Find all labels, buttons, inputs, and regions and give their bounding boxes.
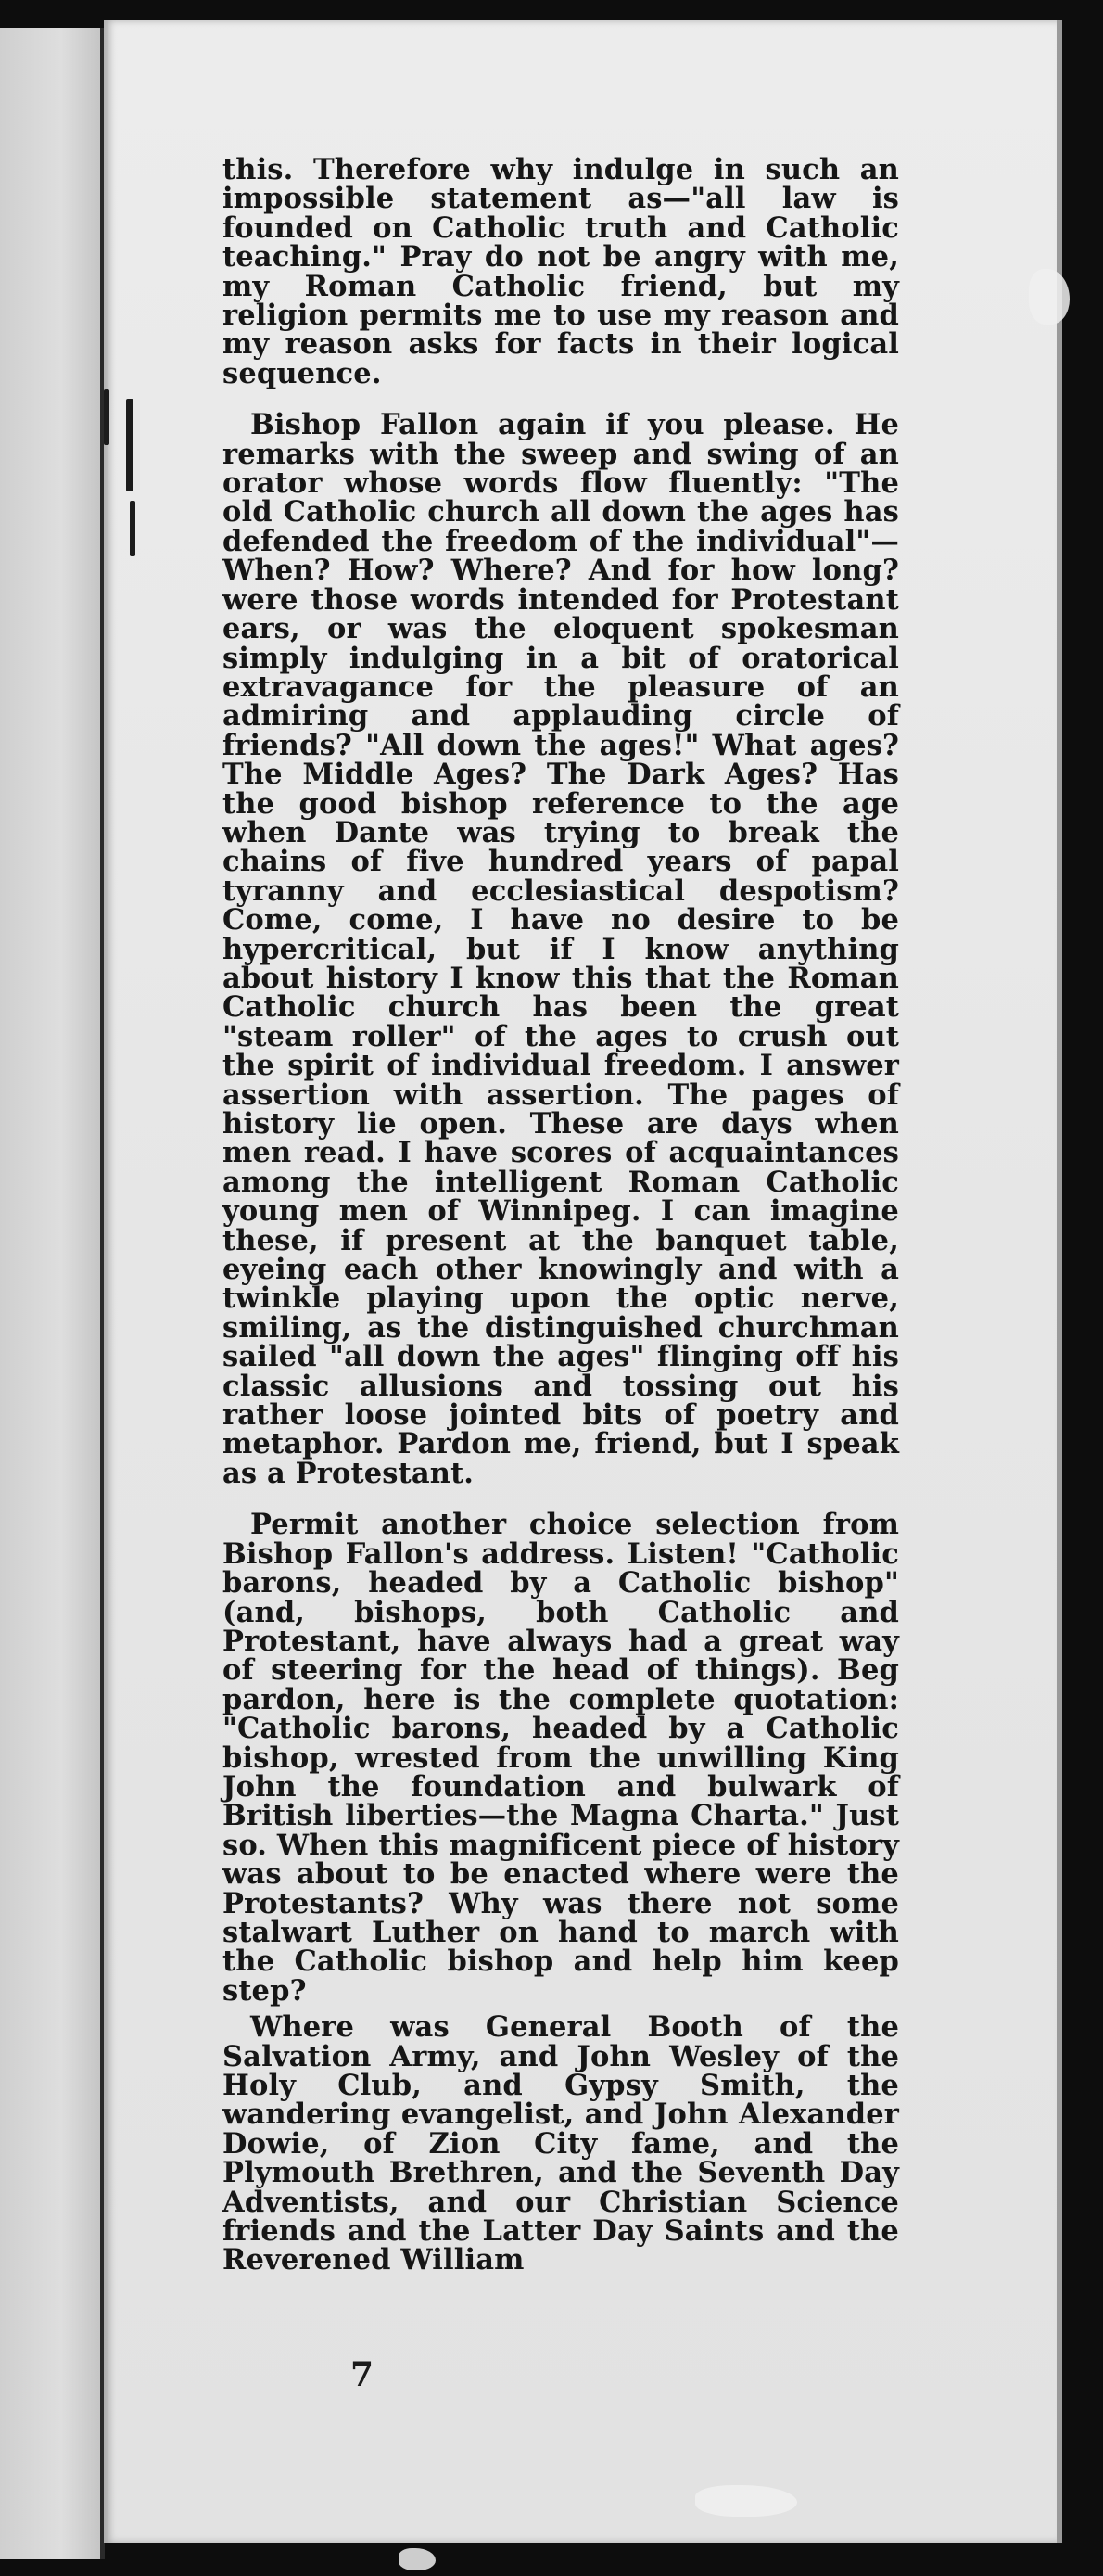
page-edge — [1057, 20, 1062, 2543]
margin-mark — [126, 399, 133, 491]
paragraph: this. Therefore why indulge in such an impossible statement as—"all law is founded on Catholic truth and Catholic teaching." Pray do not be angry with me, my Roman Catholic friend, but my religion permits me to use my reason and my reason asks for facts in their logical sequence. — [222, 153, 899, 390]
paragraph: Bishop Fallon again if you please. He remarks with the sweep and swing of an orator whose words flow fluently: "The old Catholic church all down the ages has defended the freedom of the individual"—When? How? Where? And for how long? were those words intended for Protestant ears, or was the eloquent spokesman simply indulging in a bit of oratorical extravagance for the pleasure of an admiring and applauding circle of friends? "All down the ages!" What ages? The Middle Ages? The Dark Ages? Has the good bishop reference to the age when Dante was trying to break the chains of five hundred years of papal tyranny and ecclesiastical despotism? Come, come, I have no desire to be hypercritical, but if I know anything about history I know this that the Roman Catholic church has been the great "steam roller" of the ages to crush out the spirit of individual freedom. I answer assertion with assertion. The pages of history lie open. These are days when men read. I have scores of acquaintances among the intelligent Roman Catholic young men of Winnipeg. I can imagine these, if present at the banquet table, eyeing each other knowingly and with a twinkle playing upon the optic nerve, smiling, as the distinguished churchman sailed "all down the ages" flinging off his classic allusions and tossing out his rather loose jointed bits of poetry and metaphor. Pardon me, friend, but I speak as a Protestant. — [222, 408, 899, 1490]
body-text — [222, 153, 899, 2277]
margin-mark — [130, 501, 135, 556]
facing-page — [0, 28, 102, 2559]
margin-mark — [104, 389, 109, 445]
paragraph: Where was General Booth of the Salvation Army, and John Wesley of the Holy Club, and Gypsy Smith, the wandering evangelist, and John Alexander Dowie, of Zion City fame, and the Plymouth Brethren, and the Seventh Day Adventists, and our Christian Science friends and the Latter Day Saints and the Reverened William — [222, 2010, 899, 2277]
page-number: 7 — [350, 2355, 374, 2394]
paper-blot — [695, 2485, 797, 2517]
paper-blot — [399, 2548, 436, 2570]
paper-blot — [1029, 269, 1070, 325]
paragraph: Permit another choice selection from Bishop Fallon's address. Listen! "Catholic barons, headed by a Catholic bishop" (and, bishops, both Catholic and Protestant, have always had a great way of steering for the head of things). Beg pardon, here is the complete quotation: "Catholic barons, headed by a Catholic bishop, wrested from the unwilling King John the foundation and bulwark of British liberties—the Magna Charta." Just so. When this magnificent piece of history was about to be enacted where were the Protestants? Why was there not some stalwart Luther on hand to march with the Catholic bishop and help him keep step? — [222, 1508, 899, 2008]
